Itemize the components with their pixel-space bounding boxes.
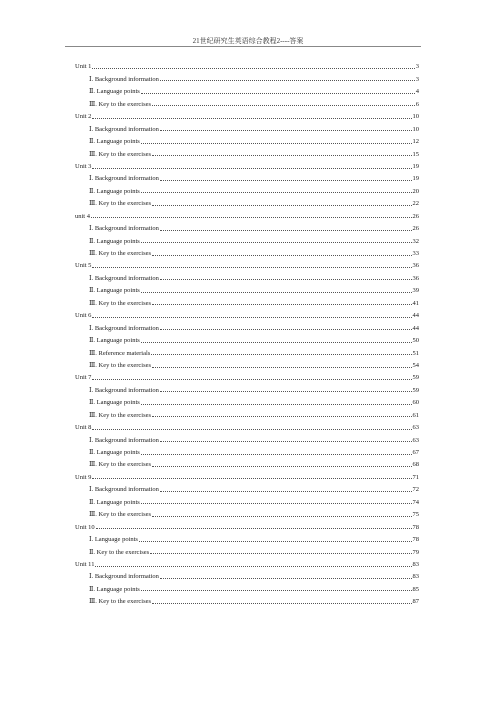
toc-section-entry[interactable] — [75, 481, 419, 493]
toc-page-number: 60 — [412, 399, 419, 407]
toc-section-entry[interactable] — [75, 319, 419, 331]
dot-leader — [152, 254, 411, 256]
toc-section-entry[interactable] — [75, 182, 419, 194]
toc-page-number: 39 — [412, 287, 419, 295]
dot-leader — [92, 477, 411, 479]
toc-section-entry[interactable] — [75, 344, 419, 356]
toc-page-number: 74 — [412, 498, 419, 506]
toc-section-entry[interactable] — [75, 170, 419, 182]
dot-leader — [152, 602, 411, 604]
toc-page-number: 51 — [412, 349, 419, 357]
toc-entry-label: Unit 5 — [75, 262, 92, 270]
toc-section-entry[interactable] — [75, 195, 419, 207]
toc-section-entry[interactable] — [75, 357, 419, 369]
dot-leader — [141, 453, 412, 455]
toc-page-number: 67 — [412, 449, 419, 456]
toc-page-number: 36 — [412, 274, 419, 282]
toc-entry-label: Ⅲ. Key to the exercises — [89, 511, 152, 519]
toc-entry-label: Ⅲ. Key to the exercises — [89, 250, 152, 257]
toc-entry-label: Ⅱ. Language points — [89, 498, 140, 506]
toc-page-number: 36 — [412, 262, 419, 270]
toc-page-number: 3 — [415, 63, 419, 71]
toc-entry-label: Unit 7 — [75, 374, 92, 382]
dot-leader — [92, 117, 411, 119]
toc-entry-label: Ⅲ. Key to the exercises — [89, 461, 152, 469]
toc-page-number: 44 — [412, 324, 419, 332]
toc-page-number: 79 — [412, 548, 419, 556]
toc-page-number: 6 — [415, 100, 419, 108]
dot-leader — [150, 552, 411, 554]
toc-entry-label: Ⅱ. Language points — [89, 88, 140, 96]
toc-entry-label: Unit 2 — [75, 113, 92, 121]
toc-section-entry[interactable] — [75, 133, 419, 145]
dot-leader — [160, 577, 412, 579]
toc-page-number: 83 — [412, 560, 419, 568]
toc-page-number: 85 — [412, 585, 419, 593]
toc-section-entry[interactable] — [75, 245, 419, 257]
toc-section-entry[interactable] — [75, 493, 419, 505]
toc-page-number: 68 — [412, 461, 419, 469]
toc-entry-label: Ⅰ. Background information — [89, 486, 159, 494]
toc-entry-label: Ⅱ. Language points — [89, 337, 140, 345]
dot-leader — [152, 515, 411, 517]
toc-entry-label: Ⅱ. Language points — [89, 138, 140, 146]
dot-leader — [96, 527, 412, 529]
toc-entry-label: Ⅰ. Background information — [89, 324, 159, 332]
toc-section-entry[interactable] — [75, 145, 419, 157]
dot-leader — [152, 154, 411, 156]
toc-page-number: 20 — [412, 187, 419, 195]
dot-leader — [160, 490, 412, 492]
toc-page-number: 26 — [412, 225, 419, 233]
dot-leader — [139, 540, 412, 542]
dot-leader — [152, 303, 411, 305]
toc-unit-entry[interactable] — [75, 108, 419, 120]
dot-leader — [141, 241, 412, 243]
toc-entry-label: Ⅰ. Background information — [89, 125, 159, 133]
dot-leader — [152, 204, 411, 206]
dot-leader — [152, 465, 411, 467]
toc-page-number: 44 — [412, 312, 419, 320]
toc-page-number: 15 — [412, 150, 419, 158]
toc-page-number: 63 — [412, 424, 419, 432]
toc-unit-entry[interactable] — [75, 518, 419, 530]
toc-section-entry[interactable] — [75, 282, 419, 294]
toc-entry-label: Ⅰ. Background information — [89, 175, 159, 183]
toc-section-entry[interactable] — [75, 83, 419, 95]
toc-section-entry[interactable] — [75, 431, 419, 443]
toc-page-number: 19 — [412, 162, 419, 170]
dot-leader — [160, 440, 412, 442]
toc-unit-entry[interactable] — [75, 468, 419, 480]
toc-section-entry[interactable] — [75, 381, 419, 393]
dot-leader — [91, 216, 412, 218]
header-divider — [65, 46, 421, 47]
toc-page-number: 59 — [412, 374, 419, 382]
toc-section-entry[interactable] — [75, 444, 419, 456]
toc-page-number: 63 — [412, 436, 419, 444]
dot-leader — [141, 92, 415, 94]
toc-page-number: 26 — [412, 212, 419, 220]
toc-entry-label: Ⅱ. Key to the exercises — [89, 548, 150, 556]
toc-page-number: 71 — [412, 473, 419, 481]
toc-entry-label: Ⅱ. Language points — [89, 399, 140, 407]
toc-section-entry[interactable] — [75, 593, 419, 605]
dot-leader — [92, 266, 411, 268]
toc-entry-label: Unit 9 — [75, 473, 92, 481]
dot-leader — [160, 390, 412, 392]
toc-entry-label: Ⅱ. Language points — [89, 449, 140, 456]
toc-entry-label: Ⅱ. Language points — [89, 187, 140, 195]
dot-leader — [92, 167, 411, 169]
toc-page-number: 78 — [412, 523, 419, 531]
toc-unit-entry[interactable] — [75, 556, 419, 568]
toc-entry-label: Ⅰ. Language points — [89, 536, 138, 544]
toc-section-entry[interactable] — [75, 120, 419, 132]
toc-section-entry[interactable] — [75, 332, 419, 344]
toc-entry-label: Ⅱ. Language points — [89, 585, 140, 593]
toc-entry-label: Ⅰ. Background information — [89, 274, 159, 282]
table-of-contents — [75, 58, 419, 605]
toc-section-entry[interactable] — [75, 580, 419, 592]
toc-unit-entry[interactable] — [75, 158, 419, 170]
toc-section-entry[interactable] — [75, 269, 419, 281]
dot-leader — [92, 316, 411, 318]
toc-entry-label: Ⅲ. Key to the exercises — [89, 100, 152, 108]
toc-page-number: 19 — [412, 175, 419, 183]
toc-page-number: 12 — [412, 138, 419, 146]
toc-page-number: 75 — [412, 511, 419, 519]
dot-leader — [141, 341, 412, 343]
toc-entry-label: Ⅰ. Background information — [89, 225, 159, 233]
toc-entry-label: Unit 10 — [75, 523, 95, 531]
dot-leader — [141, 191, 412, 193]
toc-section-entry[interactable] — [75, 394, 419, 406]
toc-section-entry[interactable] — [75, 220, 419, 232]
toc-section-entry[interactable] — [75, 70, 419, 82]
toc-section-entry[interactable] — [75, 543, 419, 555]
toc-page-number: 50 — [412, 337, 419, 345]
toc-section-entry[interactable] — [75, 531, 419, 543]
toc-entry-label: Unit 8 — [75, 424, 92, 432]
toc-page-number: 54 — [412, 361, 419, 369]
toc-page-number: 41 — [412, 299, 419, 307]
toc-section-entry[interactable] — [75, 294, 419, 306]
toc-entry-label: Ⅲ. Key to the exercises — [89, 200, 152, 208]
dot-leader — [141, 291, 412, 293]
toc-page-number: 3 — [415, 75, 419, 83]
toc-section-entry[interactable] — [75, 95, 419, 107]
toc-page-number: 78 — [412, 536, 419, 544]
toc-entry-label: Ⅰ. Background information — [89, 573, 159, 581]
dot-leader — [92, 378, 411, 380]
toc-page-number: 59 — [412, 386, 419, 394]
toc-section-entry[interactable] — [75, 456, 419, 468]
dot-leader — [92, 67, 414, 69]
toc-page-number: 87 — [412, 598, 419, 606]
dot-leader — [141, 142, 412, 144]
toc-page-number: 33 — [412, 250, 419, 257]
toc-entry-label: Ⅱ. Language points — [89, 237, 140, 245]
dot-leader — [141, 403, 412, 405]
toc-entry-label: Ⅱ. Language points — [89, 287, 140, 295]
toc-page-number: 22 — [412, 200, 419, 208]
toc-entry-label: Unit 11 — [75, 560, 95, 568]
toc-entry-label: Unit 6 — [75, 312, 92, 320]
dot-leader — [160, 229, 412, 231]
dot-leader — [151, 353, 411, 355]
toc-entry-label: Ⅲ. Key to the exercises — [89, 150, 152, 158]
dot-leader — [141, 589, 412, 591]
toc-entry-label: Ⅲ. Key to the exercises — [89, 411, 152, 419]
toc-unit-entry[interactable] — [75, 257, 419, 269]
toc-entry-label: Ⅲ. Reference materials — [89, 349, 151, 357]
toc-unit-entry[interactable] — [75, 369, 419, 381]
toc-section-entry[interactable] — [75, 406, 419, 418]
toc-entry-label: Ⅲ. Key to the exercises — [89, 598, 152, 606]
dot-leader — [160, 179, 412, 181]
dot-leader — [95, 565, 411, 567]
dot-leader — [160, 129, 412, 131]
toc-entry-label: Ⅰ. Background information — [89, 436, 159, 444]
dot-leader — [141, 502, 412, 504]
toc-entry-label: Ⅰ. Background information — [89, 75, 159, 83]
toc-entry-label: Unit 3 — [75, 162, 92, 170]
toc-page-number: 10 — [412, 125, 419, 133]
page-header-title: 21世纪研究生英语综合教程2----答案 — [192, 37, 304, 45]
toc-page-number: 72 — [412, 486, 419, 494]
dot-leader — [152, 104, 415, 106]
toc-section-entry[interactable] — [75, 232, 419, 244]
toc-page-number: 4 — [415, 88, 419, 96]
toc-unit-entry[interactable] — [75, 207, 419, 219]
toc-page-number: 10 — [412, 113, 419, 121]
toc-page-number: 61 — [412, 411, 419, 419]
toc-entry-label: Ⅰ. Background information — [89, 386, 159, 394]
toc-unit-entry[interactable] — [75, 58, 419, 70]
dot-leader — [160, 328, 412, 330]
toc-section-entry[interactable] — [75, 568, 419, 580]
dot-leader — [160, 79, 415, 81]
toc-entry-label: Ⅲ. Key to the exercises — [89, 299, 152, 307]
dot-leader — [152, 415, 411, 417]
toc-entry-label: Ⅲ. Key to the exercises — [89, 361, 152, 369]
dot-leader — [160, 278, 412, 280]
toc-page-number: 83 — [412, 573, 419, 581]
toc-section-entry[interactable] — [75, 506, 419, 518]
toc-entry-label: Unit 1 — [75, 63, 92, 71]
dot-leader — [152, 366, 411, 368]
toc-unit-entry[interactable] — [75, 307, 419, 319]
dot-leader — [92, 428, 411, 430]
toc-page-number: 32 — [412, 237, 419, 245]
toc-entry-label: unit 4 — [75, 212, 90, 220]
toc-unit-entry[interactable] — [75, 419, 419, 431]
